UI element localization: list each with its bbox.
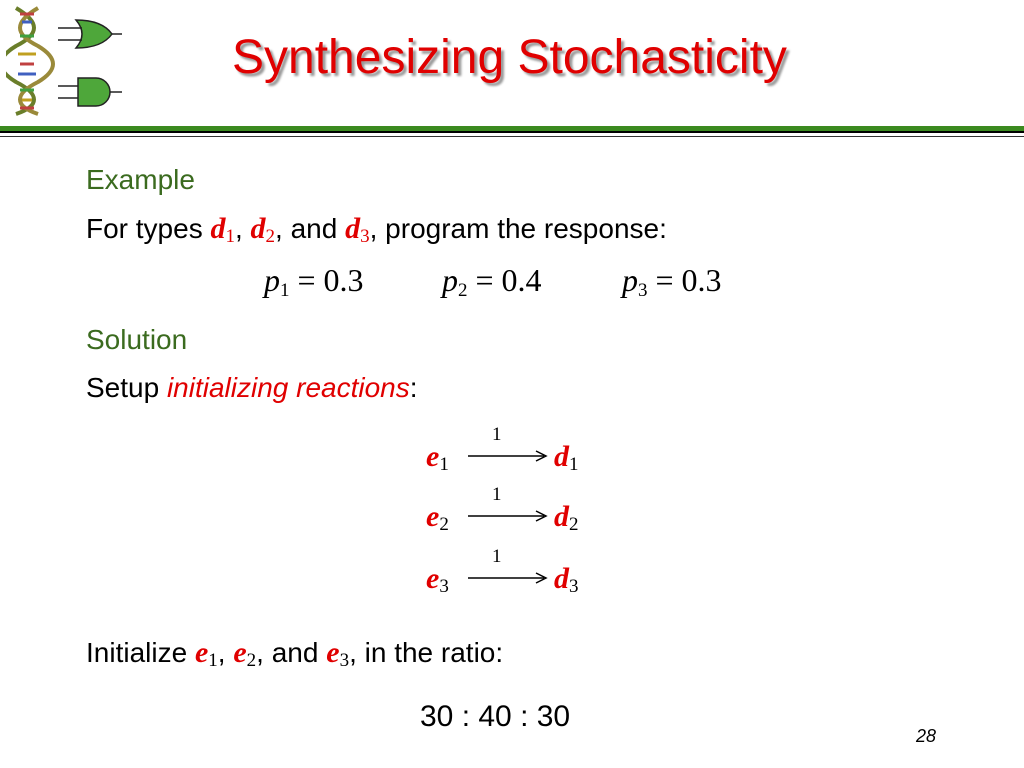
prob-sub: 2: [458, 280, 468, 301]
type-sub: 2: [265, 226, 276, 247]
prob-eq: = 0.3: [655, 262, 722, 298]
reactant-sub: 2: [439, 514, 449, 535]
probability-1: [264, 262, 364, 302]
init-sub: 3: [339, 650, 350, 671]
example-lead: For types: [86, 213, 203, 244]
init-var: e: [326, 636, 340, 669]
prob-var: p: [442, 262, 458, 298]
initialize-text: [86, 636, 503, 672]
rate-constant: 1: [492, 546, 502, 567]
example-tail: , program the response:: [369, 213, 667, 244]
probability-3: [622, 262, 722, 302]
reaction-arrow-icon: [466, 450, 550, 462]
solution-heading: Solution: [86, 324, 188, 355]
prob-sub: 3: [638, 280, 648, 301]
reaction-1: [426, 424, 606, 490]
reaction-3: [426, 546, 606, 612]
sep: ,: [234, 213, 243, 244]
init-sub: 2: [246, 650, 257, 671]
prob-eq: = 0.3: [297, 262, 364, 298]
prob-var: p: [264, 262, 280, 298]
sep: ,: [217, 637, 226, 668]
example-text: [86, 212, 667, 248]
probability-2: [442, 262, 542, 302]
type-var: d: [210, 212, 226, 245]
type-var: d: [345, 212, 361, 245]
init-lead: Initialize: [86, 637, 188, 668]
page-number: 28: [916, 726, 937, 746]
reaction-2: [426, 484, 606, 550]
reactant-sub: 1: [439, 454, 449, 475]
type-sub: 1: [225, 226, 235, 247]
reactant-var: e: [426, 440, 440, 473]
reactant-var: e: [426, 500, 440, 533]
reactant-var: e: [426, 562, 440, 595]
setup-tail: :: [409, 372, 418, 403]
ratio: 30 : 40 : 30: [420, 700, 571, 733]
init-var: e: [194, 636, 209, 669]
prob-sub: 1: [280, 280, 290, 301]
dna-logic-gates-logo: [6, 6, 124, 116]
setup-emphasis: initializing reactions: [166, 372, 410, 403]
init-sub: 1: [208, 650, 218, 671]
product-sub: 3: [569, 576, 579, 597]
reactant-sub: 3: [439, 576, 449, 597]
prob-var: p: [622, 262, 638, 298]
product-var: d: [554, 562, 569, 595]
setup-lead: Setup: [86, 372, 160, 403]
reaction-arrow-icon: [466, 572, 550, 584]
product-sub: 1: [569, 454, 579, 475]
divider: [0, 136, 1024, 137]
init-var: e: [233, 636, 247, 669]
sep: , and: [275, 213, 338, 244]
sep: , and: [256, 637, 319, 668]
product-var: d: [554, 500, 569, 533]
product-sub: 2: [569, 514, 579, 535]
init-tail: , in the ratio:: [349, 637, 504, 668]
type-sub: 3: [360, 226, 370, 247]
rate-constant: 1: [492, 484, 502, 505]
type-var: d: [250, 212, 266, 245]
product-var: d: [554, 440, 569, 473]
reaction-arrow-icon: [466, 510, 550, 522]
prob-eq: = 0.4: [475, 262, 542, 298]
rate-constant: 1: [492, 424, 502, 445]
setup-text: [86, 372, 418, 404]
example-heading: Example: [86, 164, 195, 195]
divider: [0, 131, 1024, 133]
page-title: Synthesizing Stochasticity: [232, 31, 787, 84]
